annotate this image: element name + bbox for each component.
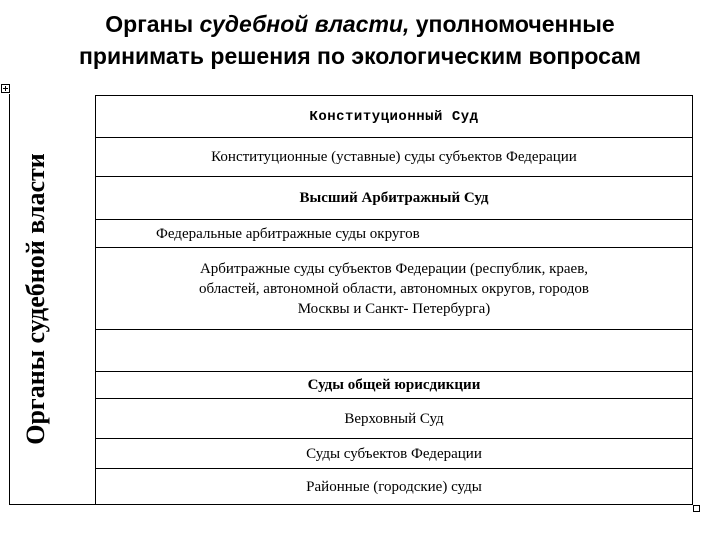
- title-italic-phrase: судебной власти,: [199, 11, 410, 37]
- side-label-text: Органы судебной власти: [21, 153, 50, 445]
- title-line-1: Органы судебной власти, уполномоченные: [105, 11, 615, 37]
- title-line-2: принимать решения по экологическим вопросам: [79, 43, 641, 69]
- row-supreme-arbitration-court: Высший Арбитражный Суд: [96, 176, 692, 219]
- row-district-courts: Районные (городские) суды: [96, 468, 692, 505]
- table-resize-handle[interactable]: [693, 505, 700, 512]
- row-general-jurisdiction-courts: Суды общей юрисдикции: [96, 371, 692, 398]
- row-supreme-court: Верховный Суд: [96, 398, 692, 438]
- row-regional-courts: Суды субъектов Федерации: [96, 438, 692, 468]
- courts-table: [95, 95, 693, 505]
- row-constitutional-court: Конституционный Суд: [96, 95, 692, 137]
- row-regional-constitutional-courts: Конституционные (уставные) суды субъектов Федерации: [96, 137, 692, 176]
- table-move-handle[interactable]: [1, 84, 10, 93]
- slide-title: [0, 8, 720, 72]
- row-empty: [96, 329, 692, 371]
- row-regional-arbitration-courts: Арбитражные суды субъектов Федерации (республик, краев, областей, автономной области, автономных округов, городов Москвы и Санкт- Петербурга): [96, 247, 692, 329]
- row-federal-arbitration-courts: Федеральные арбитражные суды округов: [96, 219, 692, 247]
